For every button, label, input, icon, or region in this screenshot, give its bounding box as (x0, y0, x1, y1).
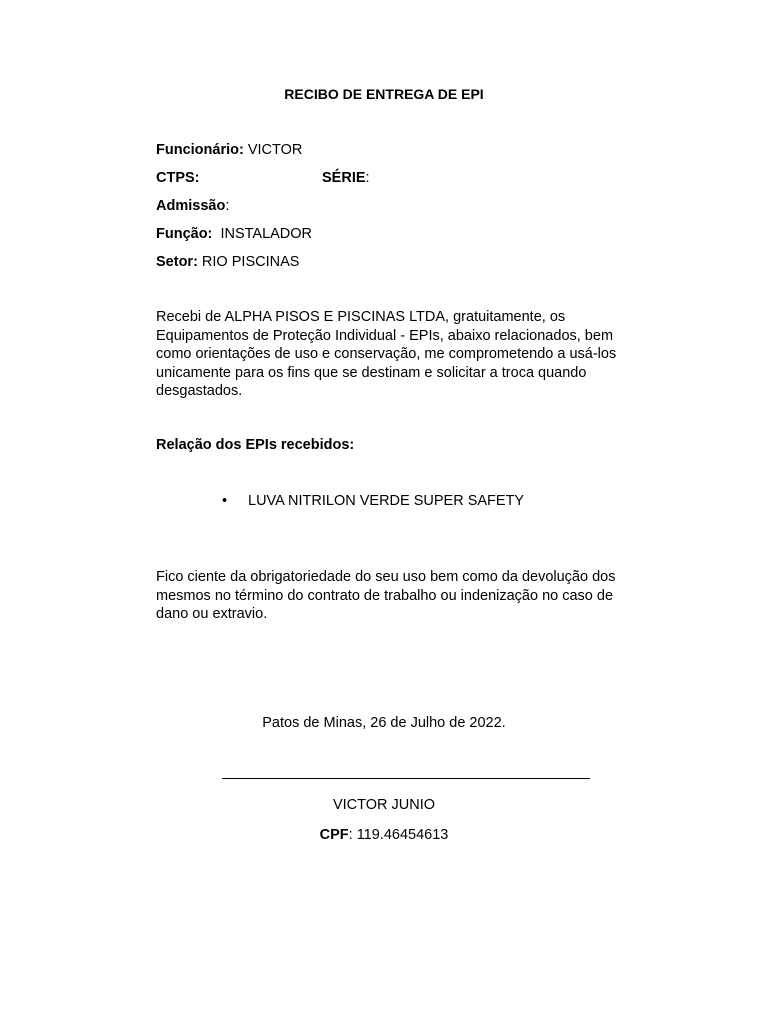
obligation-paragraph (156, 568, 656, 624)
admissao-field (156, 198, 229, 214)
funcao-value: INSTALADOR (212, 226, 313, 242)
ctps-label: CTPS: (156, 170, 200, 186)
admissao-colon: : (225, 198, 230, 214)
epi-item-label: LUVA NITRILON VERDE SUPER SAFETY (248, 493, 525, 509)
cpf-label: CPF (319, 827, 349, 843)
serie-label: SÉRIE (322, 170, 366, 186)
epi-list (222, 493, 524, 509)
paragraph-line: Fico ciente da obrigatoriedade do seu uso bem como da devolução dos (156, 569, 616, 585)
funcionario-label: Funcionário: (156, 142, 244, 158)
paragraph-line: desgastados. (156, 383, 243, 399)
paragraph-line: Equipamentos de Proteção Individual - EPIs, abaixo relacionados, bem (156, 327, 614, 344)
epi-list-heading: Relação dos EPIs recebidos: (156, 437, 355, 453)
paragraph-line: Recebi de ALPHA PISOS E PISCINAS LTDA, gratuitamente, os (156, 309, 566, 325)
bullet-icon: • (222, 493, 228, 509)
funcao-label: Função: (156, 226, 213, 242)
funcao-field (156, 226, 312, 242)
receipt-paragraph (156, 308, 656, 401)
setor-label: Setor: (156, 254, 198, 270)
signature-name: VICTOR JUNIO (332, 797, 436, 813)
paragraph-line: dano ou extravio. (156, 606, 268, 622)
document-title: RECIBO DE ENTREGA DE EPI (284, 86, 484, 102)
admissao-label: Admissão (156, 198, 226, 214)
serie-field (322, 170, 370, 186)
setor-value: RIO PISCINAS (197, 254, 300, 270)
list-item (222, 493, 524, 509)
funcionario-value: VICTOR (243, 142, 303, 158)
paragraph-line: mesmos no término do contrato de trabalho ou indenização no caso de (156, 587, 614, 604)
place-date: Patos de Minas, 26 de Julho de 2022. (262, 715, 506, 731)
serie-colon: : (365, 170, 370, 186)
cpf-field (0, 827, 768, 843)
ctps-field (156, 170, 200, 186)
signature-line (222, 778, 590, 779)
funcionario-field (156, 142, 302, 158)
paragraph-line: como orientações de uso e conservação, me comprometendo a usá-los (156, 346, 617, 362)
cpf-value: : 119.46454613 (348, 827, 449, 843)
paragraph-line: unicamente para os fins que se destinam e solicitar a troca quando (156, 364, 587, 381)
setor-field (156, 254, 299, 270)
